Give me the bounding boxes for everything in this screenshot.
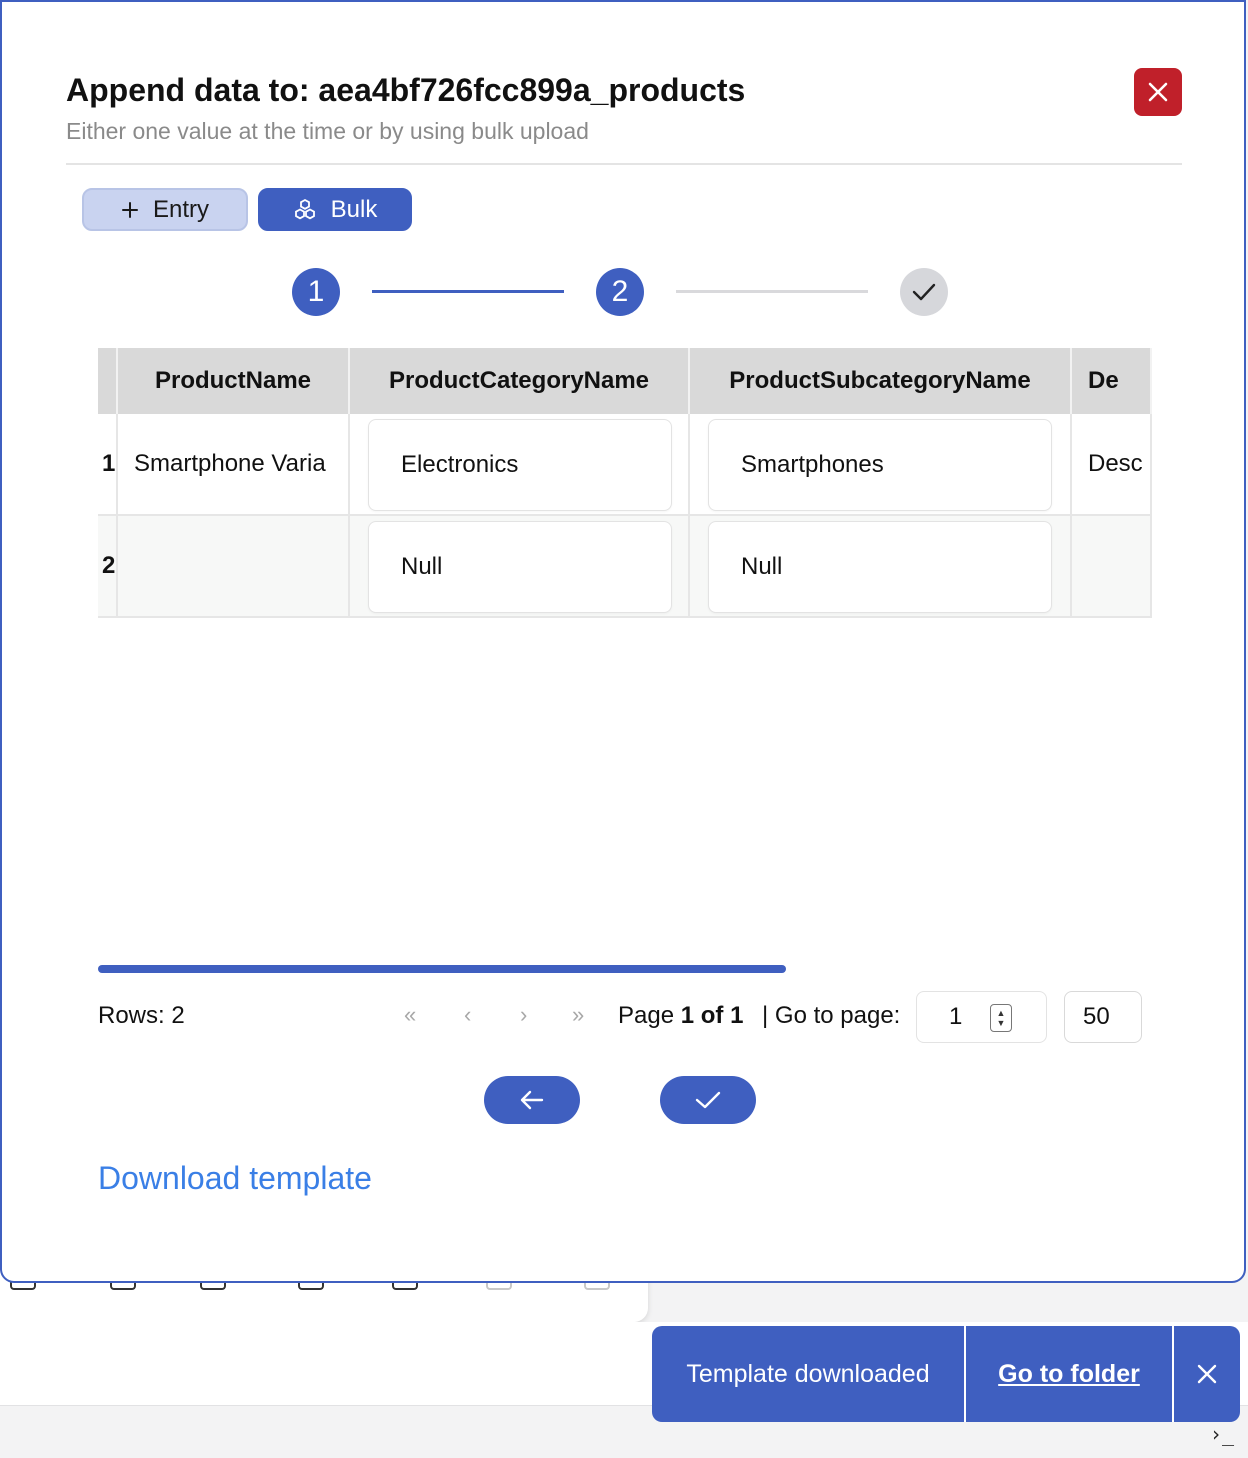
toast-message: Template downloaded bbox=[652, 1326, 966, 1422]
header-divider bbox=[66, 163, 1182, 165]
table-header-productname[interactable]: ProductName bbox=[118, 348, 350, 414]
table-cell-category bbox=[350, 414, 690, 516]
download-template-link[interactable]: Download template bbox=[98, 1160, 372, 1196]
category-input[interactable]: Electronics bbox=[368, 419, 672, 511]
table-cell-productname[interactable]: Smartphone Varia bbox=[118, 414, 350, 516]
page-indicator bbox=[618, 1002, 743, 1030]
toast-notification bbox=[652, 1326, 1240, 1422]
dialog-close-button[interactable] bbox=[1134, 68, 1182, 116]
dialog-subtitle: Either one value at the time or by using bulk upload bbox=[66, 118, 589, 144]
table-header-index bbox=[98, 348, 118, 414]
step-connector-pending bbox=[676, 290, 868, 293]
arrow-left-icon bbox=[519, 1089, 545, 1111]
first-page-button[interactable]: « bbox=[404, 1002, 417, 1027]
spinner-down-icon[interactable]: ▼ bbox=[996, 1018, 1006, 1028]
back-button[interactable] bbox=[484, 1076, 580, 1124]
step-2-indicator: 2 bbox=[596, 268, 644, 316]
table-header-productcategoryname[interactable]: ProductCategoryName bbox=[350, 348, 690, 414]
rows-count: Rows: 2 bbox=[98, 1002, 185, 1029]
entry-mode-label: Entry bbox=[152, 195, 209, 223]
horizontal-scrollbar[interactable] bbox=[98, 965, 786, 973]
confirm-button[interactable] bbox=[660, 1076, 756, 1124]
table-cell-productname[interactable] bbox=[118, 516, 350, 618]
toast-close-button[interactable] bbox=[1174, 1326, 1240, 1422]
step-connector-complete bbox=[372, 290, 564, 293]
table-header-productsubcategoryname[interactable]: ProductSubcategoryName bbox=[690, 348, 1072, 414]
plus-icon bbox=[121, 201, 139, 219]
table-cell-category bbox=[350, 516, 690, 618]
bulk-mode-label: Bulk bbox=[330, 195, 378, 223]
spinner-up-icon[interactable]: ▲ bbox=[996, 1008, 1006, 1018]
check-icon bbox=[694, 1089, 722, 1111]
cubes-icon bbox=[293, 198, 317, 222]
page-spinner[interactable] bbox=[990, 1004, 1012, 1032]
go-to-page-input[interactable] bbox=[916, 991, 1047, 1043]
page-value: 1 of 1 bbox=[680, 1002, 744, 1029]
bulk-data-table[interactable] bbox=[98, 348, 1143, 620]
row-index: 1 bbox=[98, 414, 118, 516]
go-to-page-label: | Go to page: bbox=[762, 1002, 901, 1029]
go-to-page-value: 1 bbox=[949, 1003, 963, 1030]
table-cell-subcategory bbox=[690, 516, 1072, 618]
bulk-mode-button[interactable] bbox=[258, 188, 412, 231]
page-prefix: Page bbox=[618, 1002, 675, 1029]
close-icon bbox=[1147, 81, 1169, 103]
table-cell-description[interactable]: Desc bbox=[1072, 414, 1152, 516]
entry-mode-button[interactable] bbox=[82, 188, 248, 231]
category-input[interactable]: Null bbox=[368, 521, 672, 613]
check-icon bbox=[911, 281, 937, 303]
terminal-icon[interactable]: ›_ bbox=[1209, 1422, 1234, 1446]
step-1-indicator: 1 bbox=[292, 268, 340, 316]
table-header-description[interactable]: De bbox=[1072, 348, 1152, 414]
page-size-select[interactable]: 50 bbox=[1064, 991, 1142, 1043]
dialog-title: Append data to: aea4bf726fcc899a_products bbox=[66, 72, 746, 108]
step-done-indicator bbox=[900, 268, 948, 316]
table-cell-description[interactable] bbox=[1072, 516, 1152, 618]
previous-page-button[interactable]: ‹ bbox=[464, 1002, 472, 1027]
subcategory-input[interactable]: Null bbox=[708, 521, 1052, 613]
row-index: 2 bbox=[98, 516, 118, 618]
subcategory-input[interactable]: Smartphones bbox=[708, 419, 1052, 511]
go-to-folder-link[interactable]: Go to folder bbox=[966, 1326, 1174, 1422]
table-cell-subcategory bbox=[690, 414, 1072, 516]
last-page-button[interactable]: » bbox=[572, 1002, 585, 1027]
next-page-button[interactable]: › bbox=[520, 1002, 528, 1027]
close-icon bbox=[1196, 1363, 1218, 1385]
